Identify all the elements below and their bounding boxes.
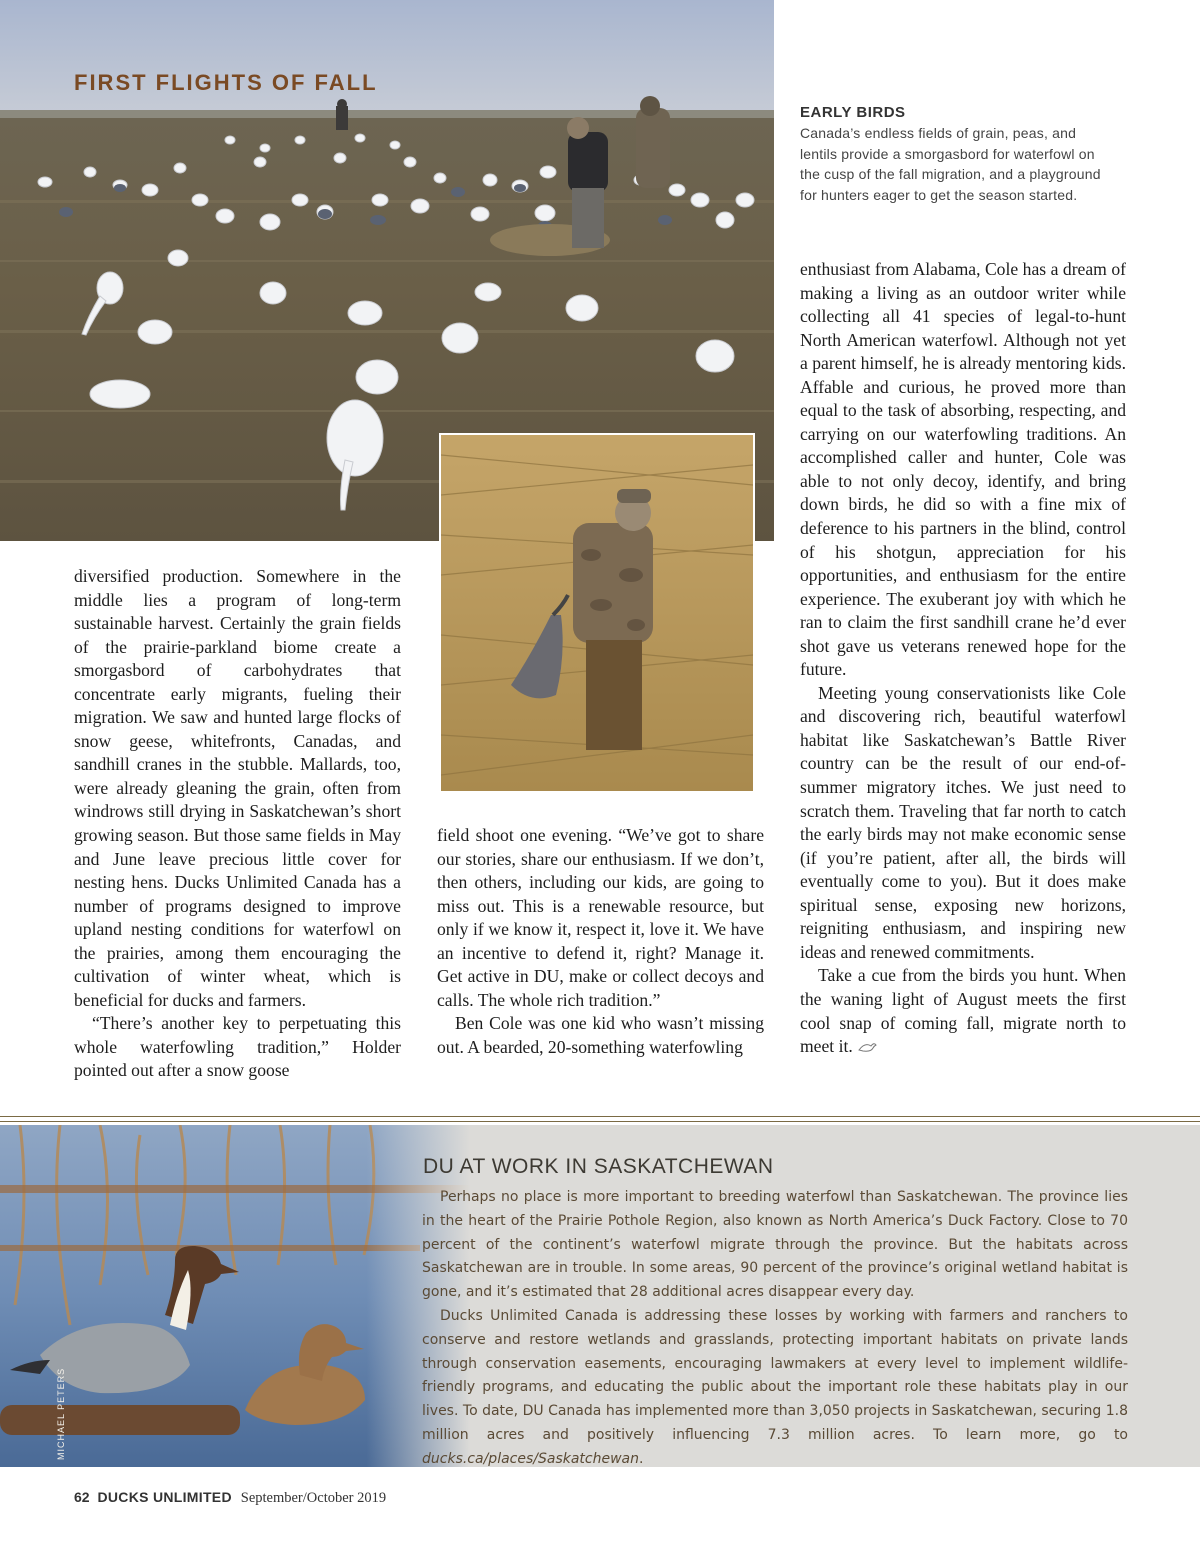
article-paragraph: Take a cue from the birds you hunt. When the waning light of August meets the first cool snap of coming fall, migrate north to meet it. bbox=[800, 965, 1126, 1057]
page-footer bbox=[74, 1489, 386, 1507]
divider-rule bbox=[0, 1121, 1200, 1122]
caption-title: EARLY BIRDS bbox=[800, 104, 906, 121]
page-number: 62 bbox=[74, 1489, 90, 1505]
photo-caption bbox=[800, 104, 1110, 205]
article-paragraph: enthusiast from Alabama, Cole has a dream of making a living as an outdoor writer while collecting all 41 species of legal-to-hunt North American waterfowl. Although not yet a parent himself, he is already mentoring kids. Affable and curious, he proved more than equal to the task of absorbing, respecting, and carrying on our waterfowling traditions. An accomplished caller and hunter, Cole was able to not only decoy, identify, and bring down birds, he did so with a fine mix of deference to his partners in the blind, control of his shotgun, appreciation for his opportunities, and enthusiasm for the entire experience. The exuberant joy with which he ran to claim the first sandhill crane he’d ever shot gave us veterans renewed hope for the future. bbox=[800, 259, 1126, 680]
inset-photo bbox=[439, 433, 755, 793]
duck-endmark-icon bbox=[857, 1041, 877, 1053]
issue-date: September/October 2019 bbox=[240, 1490, 387, 1506]
article-paragraph: Ben Cole was one kid who wasn’t missing out. A bearded, 20-something waterfowling bbox=[437, 1013, 764, 1057]
article-column-2 bbox=[437, 824, 764, 1059]
sidebar-link[interactable]: ducks.ca/places/Saskatchewan bbox=[422, 1450, 639, 1467]
sidebar-paragraph: Ducks Unlimited Canada is addressing these losses by working with farmers and ranchers to conserve and restore wetlands and grasslands, protecting important habitats on private lands through conservation easements, encouraging lawmakers at every level to implement wildlife-friendly programs, and educating the public about the important role these habitats play in our lives. To date, DU Canada has implemented more than 3,050 projects in Saskatchewan, securing 1.8 million acres and positively influencing 7.3 million acres. To learn more, go to bbox=[422, 1307, 1128, 1443]
magazine-name: DUCKS UNLIMITED bbox=[97, 1489, 232, 1505]
photo-credit: MICHAEL PETERS bbox=[56, 1367, 66, 1460]
article-paragraph: field shoot one evening. “We’ve got to share our stories, share our enthusiasm. If we don’t, then others, including our kids, are going to miss out. This is a renewable resource, but only if we know it, respect it, love it. We have an incentive to defend it, right? Manage it. Get active in DU, make or collect decoys and calls. The whole rich tradition.” bbox=[437, 825, 764, 1010]
article-paragraph: “There’s another key to perpetuating this whole waterfowling tradition,” Holder pointed out after a snow goose bbox=[74, 1013, 401, 1081]
sidebar-period: . bbox=[639, 1450, 644, 1467]
pintail-photo bbox=[0, 1125, 470, 1467]
divider-rule bbox=[0, 1116, 1200, 1117]
caption-text: Canada’s endless fields of grain, peas, and lentils provide a smorgasbord for waterfowl on the cusp of the fall migration, and a playground for hunters eager to get the season started. bbox=[800, 125, 1101, 203]
sidebar-paragraph: Perhaps no place is more important to breeding waterfowl than Saskatchewan. The province lies in the heart of the Prairie Pothole Region, also known as North America’s Duck Factory. Close to 70 percent of the continent’s waterfowl migrate through the province. But the habitats across Saskatchewan are in trouble. In some areas, 90 percent of the province’s original wetland habitat is gone, and it’s estimated that 28 additional acres disappear every day. bbox=[422, 1189, 1128, 1301]
sidebar-body bbox=[422, 1186, 1128, 1472]
article-paragraph: Meeting young conservationists like Cole and discovering rich, beautiful waterfowl habitat like Saskatchewan’s Battle River country can be the result of our end-of-summer migratory itches. We just need to scratch them. Traveling that far north to catch the early birds may not make economic sense (if you’re patient, after all, the birds will eventually come to you). But it does make spiritual sense, exposing new horizons, reigniting enthusiasm, and inspiring new ideas and renewed commitments. bbox=[800, 682, 1126, 962]
article-paragraph: diversified production. Somewhere in the middle lies a program of long-term sustainable harvest. Certainly the grain fields of the prairie-parkland biome create a smorgasbord of carbohydrates that concentrate early migrants, fueling their migration. We saw and hunted large flocks of snow geese, whitefronts, Canadas, and sandhill cranes in the stubble. Mallards, too, were already gleaning the grain, often from windrows still drying in Saskatchewan’s short growing season. But those same fields in May and June leave precious little cover for nesting hens. Ducks Unlimited Canada has a number of programs designed to improve upland nesting conditions for waterfowl on the prairies, among them encouraging the cultivation of winter wheat, which is beneficial for ducks and farmers. bbox=[74, 566, 401, 1010]
sidebar-title: DU AT WORK IN SASKATCHEWAN bbox=[423, 1155, 774, 1178]
article-column-1 bbox=[74, 565, 401, 1083]
article-column-3 bbox=[800, 258, 1126, 1059]
section-label: FIRST FLIGHTS OF FALL bbox=[74, 70, 378, 95]
